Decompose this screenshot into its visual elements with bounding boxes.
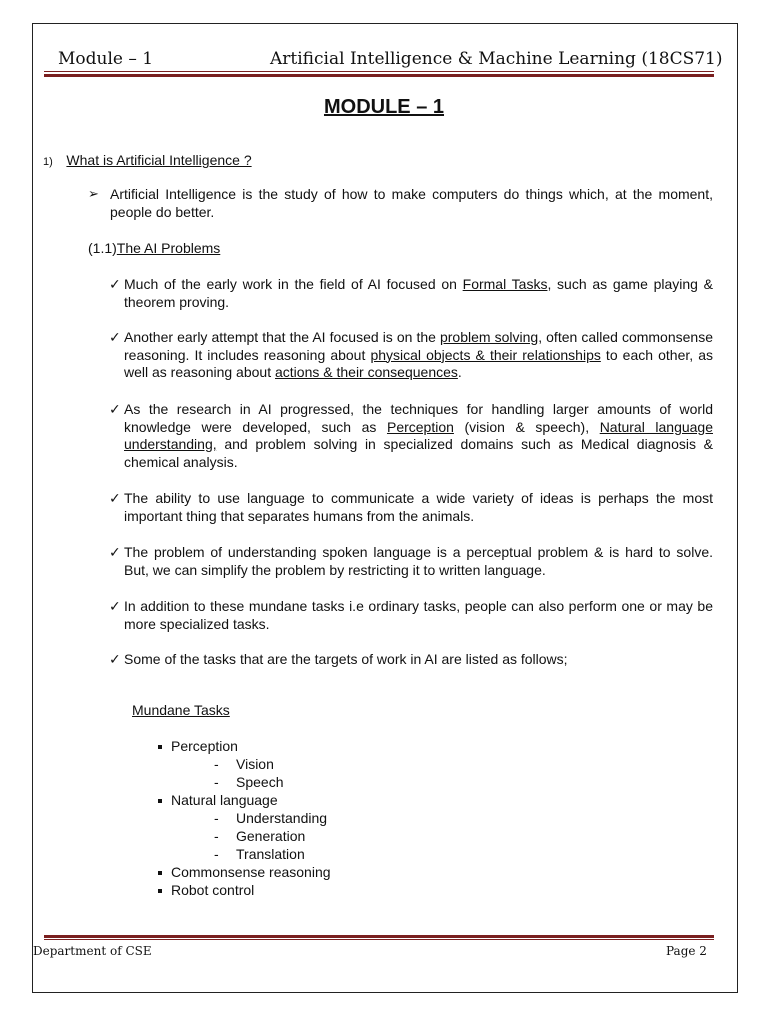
list-subitem	[158, 827, 331, 845]
header-module: Module – 1	[58, 49, 154, 69]
point-text: and problem solving in specialized domains such as Medical diagnosis & chemical analysis.	[124, 436, 713, 470]
point-mundane-tasks: In addition to these mundane tasks i.e ordinary tasks, people can also perform one or may be more specialized tasks.	[124, 598, 713, 632]
footer-department: Department of CSE	[33, 944, 152, 958]
list-subitem-label: Understanding	[236, 810, 328, 826]
question-heading	[43, 152, 252, 168]
dash-icon: -	[214, 846, 219, 862]
page-title: MODULE – 1	[323, 96, 445, 118]
point-text: As the research in AI progressed, the techniques for handling larger amounts of world knowledge were developed, such as	[124, 401, 713, 435]
list-subitem	[158, 845, 331, 863]
dash-icon: -	[214, 828, 219, 844]
square-bullet-icon	[158, 745, 162, 749]
question-text: What is Artificial Intelligence ?	[66, 152, 252, 168]
list-subitem-label: Speech	[236, 774, 284, 790]
list-item-label: Natural language	[171, 792, 278, 808]
term-natural-language: Natural language understanding,	[124, 418, 713, 452]
list-item-label: Robot control	[171, 882, 255, 898]
point-text: .	[457, 364, 462, 380]
list-subitem	[158, 809, 331, 827]
list-item-label: Commonsense reasoning	[171, 864, 331, 880]
list-item	[158, 791, 331, 809]
dash-icon: -	[214, 756, 219, 772]
square-bullet-icon	[158, 799, 162, 803]
footer-rule-thin	[44, 939, 714, 940]
check-icon: ✓	[109, 490, 121, 506]
definition-paragraph: Artificial Intelligence is the study of how to make computers do things which, at the moment, people do better.	[110, 186, 713, 220]
check-icon: ✓	[109, 651, 121, 667]
subsection-title: The AI Problems	[116, 240, 221, 256]
footer-rule	[44, 935, 714, 938]
term-actions-consequences: actions & their consequences	[275, 364, 458, 380]
mundane-task-list	[158, 737, 331, 899]
term-perception: Perception	[386, 418, 454, 435]
point-task-targets: Some of the tasks that are the targets of work in AI are listed as follows;	[124, 651, 568, 667]
point-text: Another early attempt that the AI focused is on the	[124, 329, 440, 345]
subsection-number: (1.1)	[88, 240, 117, 256]
dash-icon: -	[214, 810, 219, 826]
check-icon: ✓	[109, 329, 121, 345]
header-rule-thin	[44, 71, 714, 72]
header-rule	[44, 74, 714, 77]
point-text: Much of the early work in the field of AI focused on	[124, 276, 463, 292]
point-text: , such as game playing & theorem proving.	[124, 276, 714, 310]
check-icon: ✓	[109, 276, 121, 292]
question-number: 1)	[43, 156, 53, 168]
list-item	[158, 737, 331, 755]
dash-icon: -	[214, 774, 219, 790]
square-bullet-icon	[158, 889, 162, 893]
point-text: , often called commonsense reasoning. It includes reasoning about	[124, 329, 713, 363]
point-problem-solving	[124, 329, 713, 382]
list-item	[158, 881, 331, 899]
check-icon: ✓	[109, 401, 121, 417]
page-number: Page 2	[666, 944, 707, 958]
check-icon: ✓	[109, 598, 121, 614]
list-subitem-label: Generation	[236, 828, 306, 844]
list-subitem-label: Translation	[236, 846, 305, 862]
point-text: to each other, as well as reasoning about	[124, 346, 714, 380]
term-formal-tasks: Formal Tasks	[462, 276, 548, 292]
point-formal-tasks	[124, 276, 713, 311]
mundane-tasks-heading: Mundane Tasks	[132, 702, 230, 718]
term-problem-solving: problem solving	[439, 329, 539, 345]
list-item-label: Perception	[171, 738, 238, 754]
arrow-bullet-icon: ➢	[88, 186, 99, 201]
subsection-heading	[88, 240, 220, 256]
list-subitem	[158, 773, 331, 791]
point-language-ability: The ability to use language to communicate a wide variety of ideas is perhaps the most important thing that separates humans from the animals.	[124, 490, 713, 524]
check-icon: ✓	[109, 544, 121, 560]
header-course-title: Artificial Intelligence & Machine Learning (18CS71)	[270, 49, 723, 69]
list-subitem-label: Vision	[236, 756, 274, 772]
point-text: (vision & speech),	[453, 418, 600, 435]
point-spoken-language: The problem of understanding spoken language is a perceptual problem & is hard to solve. But, we can simplify the problem by restricting it to written language.	[124, 544, 713, 578]
term-physical-objects: physical objects & their relationships	[370, 346, 601, 363]
list-item	[158, 863, 331, 881]
square-bullet-icon	[158, 871, 162, 875]
point-research-progress	[124, 401, 713, 471]
list-subitem	[158, 755, 331, 773]
